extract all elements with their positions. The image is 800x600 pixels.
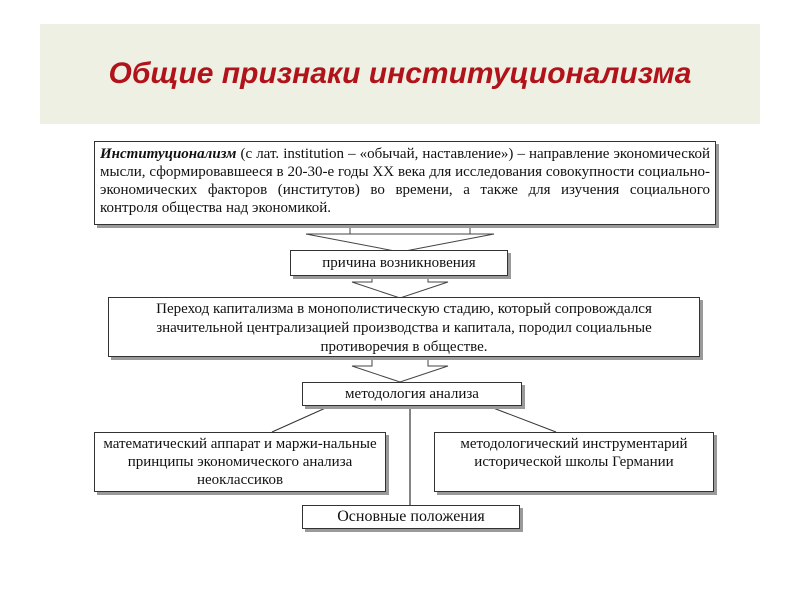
line-to-right-branch	[488, 406, 556, 432]
reason-text-box	[108, 297, 700, 357]
definition-box	[94, 141, 716, 225]
slide-title: Общие признаки институционализма	[108, 57, 692, 90]
line-to-left-branch	[272, 406, 330, 432]
methodology-label-box	[302, 382, 522, 406]
right-branch-text: методологический инструментарий исторической школы Германии	[460, 436, 688, 470]
bottom-label: Основные положения	[337, 508, 485, 525]
definition-term: Институционализм	[100, 146, 237, 162]
arrow-to-methodology	[352, 358, 448, 382]
reason-text: Переход капитализма в монополистическую стадию, который сопровождался значительной централизацией производства и капитала, породил социальные противоречия в обществе.	[156, 301, 652, 355]
definition-text: (с лат. institution – «обычай, наставление») – направление экономической мысли, сформировавшееся в 20-30-е годы XX века для исследования совокупности социально-экономических факторов (институтов) во времени, а также для изучения социального контроля общества над экономикой.	[100, 146, 710, 216]
left-branch-text: математический аппарат и маржи-нальные принципы экономического анализа неоклассиков	[103, 436, 377, 488]
right-branch-box	[434, 432, 714, 492]
methodology-label: методология анализа	[345, 386, 479, 402]
arrow-to-reason-text	[352, 274, 448, 298]
reason-label-box	[290, 250, 508, 276]
bottom-label-box	[302, 505, 520, 529]
left-branch-box	[94, 432, 386, 492]
reason-label: причина возникновения	[322, 255, 476, 271]
